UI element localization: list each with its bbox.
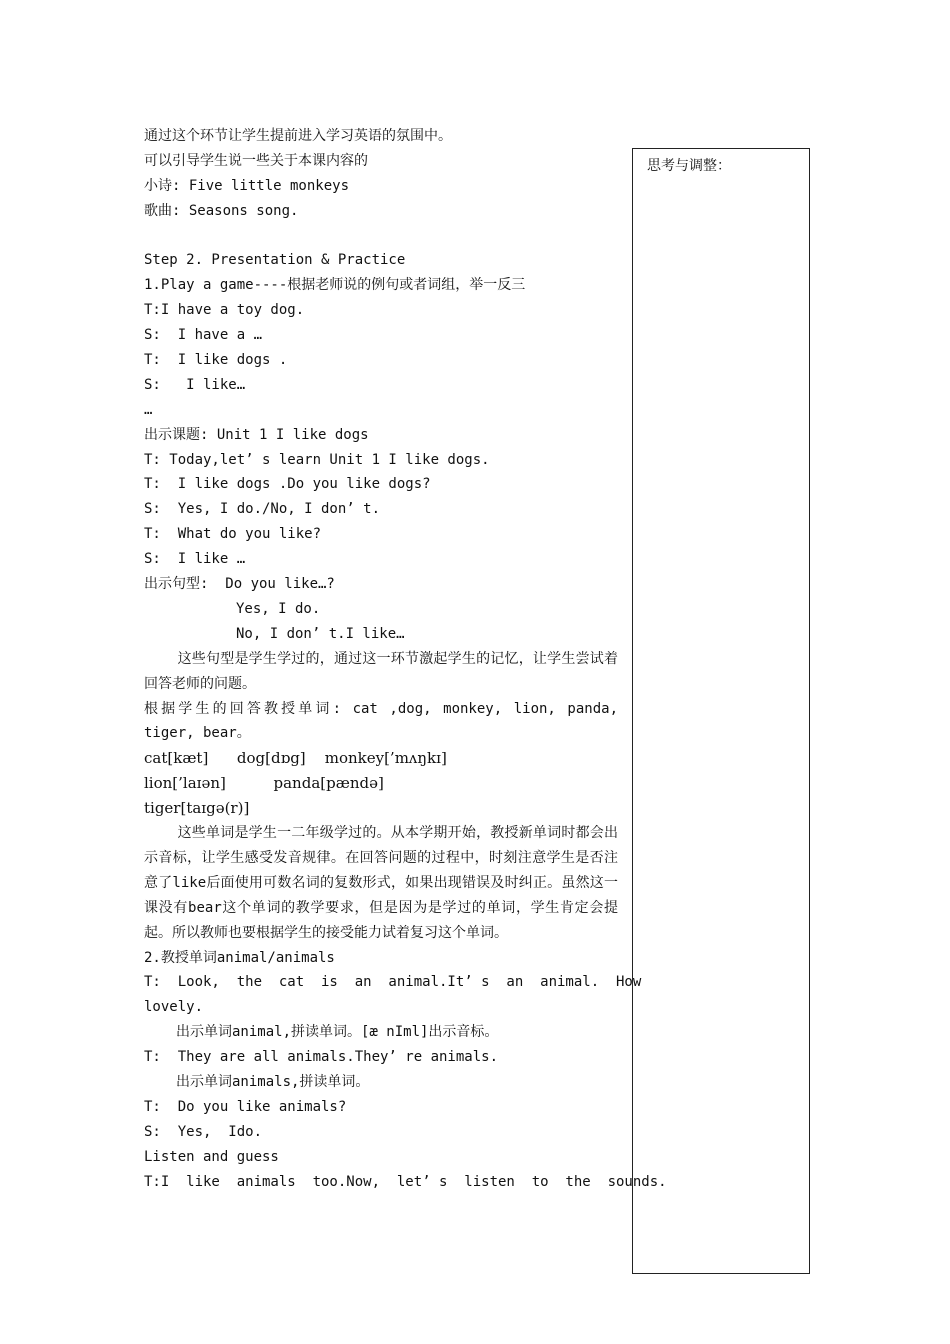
dialogue-line: T: Today,let’ s learn Unit 1 I like dogs. (144, 451, 490, 468)
dialogue-line: S: I like… (144, 376, 246, 393)
phonetic-line (144, 796, 618, 821)
dialogue-line: S: Yes, I do./No, I don’ t. (144, 501, 381, 518)
dialogue-line: T: I like dogs .Do you like dogs? (144, 476, 431, 493)
dialogue-line: T: What do you like? (144, 526, 322, 543)
dialogue-line: T: Do you like animals? (144, 1098, 347, 1115)
reflection-box (632, 148, 810, 1274)
dialogue-line: T: I like dogs . (144, 352, 288, 369)
text-line: Listen and guess (144, 1148, 279, 1165)
text-line: 出示句型: Do you like…? (144, 576, 335, 593)
section-heading: Step 2. Presentation & Practice (144, 252, 406, 269)
ellipsis-line: … (144, 401, 153, 418)
dialogue-line: lovely. (144, 999, 204, 1016)
phonetic-text: lion[’laɪən] panda[pændə] (144, 774, 384, 793)
text-line: 1.Play a game----根据老师说的例句或者词组，举一反三 (144, 277, 526, 294)
commentary-paragraph: 这些句型是学生学过的，通过这一环节激起学生的记忆，让学生尝试着回答老师的问题。 (144, 650, 618, 692)
text-line: 出示单词animals,拼读单词。 (176, 1073, 370, 1090)
phonetic-line (144, 771, 618, 796)
commentary-paragraph: 这些单词是学生一二年级学过的。从本学期开始，教授新单词时都会出示音标，让学生感受发音规律。在回答问题的过程中，时刻注意学生是否注意了like后面使用可数名词的复数形式，如果出现错误及时纠正。虽然这一课没有bear这个单词的教学要求，但是因为是学过的单词，学生肯定会提起。所以教师也要根据学生的接受能力试着复习这个单词。 (144, 824, 618, 941)
text-line: 根据学生的回答教授单词: cat ,dog, monkey, lion, panda, (144, 700, 618, 717)
dialogue-line: S: Yes, Ido. (144, 1123, 263, 1140)
dialogue-line: T:I like animals too.Now, let’ s listen to the sounds. (144, 1173, 667, 1190)
reflection-title: 思考与调整： (647, 158, 731, 174)
sentence-pattern: No, I don’ t.I like… (236, 625, 405, 642)
text-line: 通过这个环节让学生提前进入学习英语的氛围中。 (144, 128, 452, 144)
dialogue-line: S: I have a … (144, 327, 263, 344)
text-line: 歌曲: Seasons song. (144, 202, 299, 219)
text-line: 出示课题: Unit 1 I like dogs (144, 426, 369, 443)
phonetic-text: cat[kæt] dog[dɒg] monkey[’mʌŋkɪ] (144, 749, 447, 768)
dialogue-line: T: Look, the cat is an animal.It’ s an animal. How (144, 974, 642, 991)
dialogue-line: S: I like … (144, 551, 246, 568)
phonetic-text: tiger[taɪgə(r)] (144, 799, 250, 818)
phonetic-line (144, 746, 618, 771)
lesson-plan-body (144, 124, 667, 1194)
text-line: tiger, bear。 (144, 725, 251, 742)
text-line: 2.教授单词animal/animals (144, 949, 335, 966)
text-line: 小诗: Five little monkeys (144, 177, 350, 194)
text-line: 出示单词animal,拼读单词。[æ nIml]出示音标。 (176, 1024, 499, 1041)
sentence-pattern: Yes, I do. (236, 600, 321, 617)
blank-line (144, 224, 618, 249)
text-line: 可以引导学生说一些关于本课内容的 (144, 152, 368, 169)
dialogue-line: T: They are all animals.They’ re animals. (144, 1049, 499, 1066)
dialogue-line: T:I have a toy dog. (144, 302, 305, 319)
